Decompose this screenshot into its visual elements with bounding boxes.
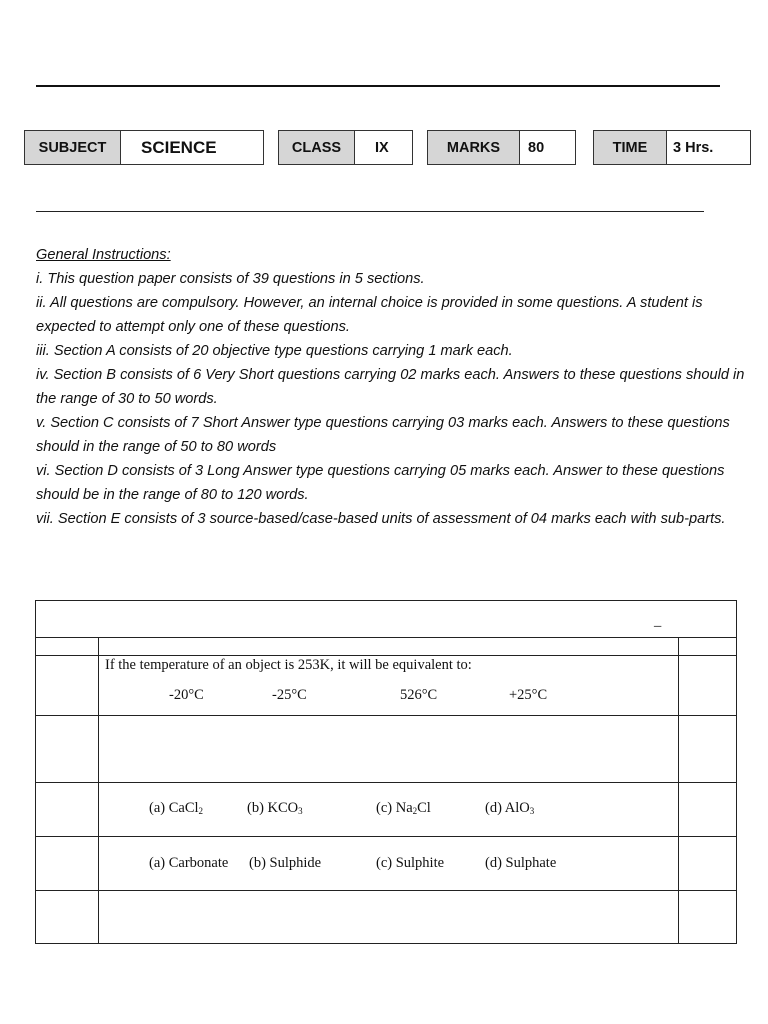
option-d: +25°C bbox=[509, 687, 548, 703]
table-row-divider bbox=[36, 836, 736, 837]
subject-label: SUBJECT bbox=[25, 131, 121, 164]
instruction-item: i. This question paper consists of 39 questions in 5 sections. bbox=[36, 271, 425, 287]
marks-box bbox=[427, 130, 576, 165]
table-row-divider bbox=[36, 782, 736, 783]
option-a: (a) CaCl$_2$ bbox=[149, 800, 204, 816]
option-b: (b) Sulphide bbox=[249, 855, 322, 871]
time-value: 3 Hrs. bbox=[673, 139, 714, 156]
instructions-title: General Instructions: bbox=[36, 247, 171, 263]
option-a: (a) Carbonate bbox=[149, 855, 229, 871]
option-c: (c) $Na_2Cl$ bbox=[376, 800, 431, 816]
table-row-divider bbox=[36, 890, 736, 891]
option-d: (d) AlO$_3$ bbox=[485, 800, 535, 816]
marks-value: 80 bbox=[528, 139, 545, 156]
table-col-divider bbox=[98, 637, 99, 943]
table-col-divider bbox=[678, 637, 679, 943]
subject-box bbox=[24, 130, 264, 165]
subject-value: SCIENCE bbox=[141, 137, 217, 157]
option-a: -20°C bbox=[169, 687, 204, 703]
general-instructions bbox=[36, 243, 748, 531]
dash-mark: _ bbox=[654, 613, 662, 629]
instruction-item: ii. All questions are compulsory. However, an internal choice is provided in some questions. A student is expected to attempt only one of these questions. bbox=[36, 295, 703, 335]
table-row-divider bbox=[36, 715, 736, 716]
separator-line bbox=[36, 211, 704, 212]
option-b: (b) $KCO_3$ bbox=[247, 800, 303, 816]
question-text: If the temperature of an object is 253K, it will be equivalent to: bbox=[105, 657, 472, 673]
instruction-item: vi. Section D consists of 3 Long Answer type questions carrying 05 marks each. Answer to these questions should be in the range of 80 to 120 words. bbox=[36, 463, 725, 503]
class-box bbox=[278, 130, 413, 165]
class-label: CLASS bbox=[279, 131, 355, 164]
table-row-divider bbox=[36, 637, 736, 638]
option-d: (d) Sulphate bbox=[485, 855, 557, 871]
instruction-item: vii. Section E consists of 3 source-based/case-based units of assessment of 04 marks each with sub-parts. bbox=[36, 511, 726, 527]
option-b: -25°C bbox=[272, 687, 307, 703]
option-c: (c) Sulphite bbox=[376, 855, 445, 871]
question-table bbox=[35, 600, 737, 944]
marks-label: MARKS bbox=[428, 131, 520, 164]
instruction-item: iii. Section A consists of 20 objective type questions carrying 1 mark each. bbox=[36, 343, 513, 359]
table-row-divider bbox=[36, 655, 736, 656]
time-label: TIME bbox=[594, 131, 667, 164]
top-rule bbox=[36, 85, 720, 87]
option-c: 526°C bbox=[400, 687, 438, 703]
class-value: IX bbox=[375, 139, 389, 156]
time-box bbox=[593, 130, 751, 165]
instruction-item: v. Section C consists of 7 Short Answer type questions carrying 03 marks each. Answers to these questions should in the range of 50 to 80 words bbox=[36, 415, 730, 455]
instruction-item: iv. Section B consists of 6 Very Short questions carrying 02 marks each. Answers to these questions should in the range of 30 to 50 words. bbox=[36, 367, 745, 407]
